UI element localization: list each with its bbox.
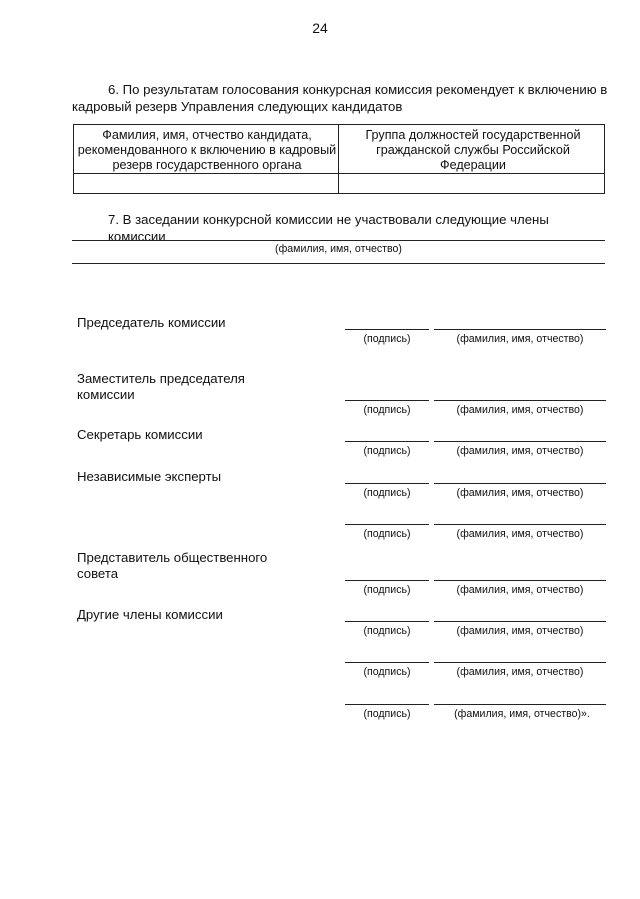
signature-line — [345, 441, 429, 442]
name-line — [434, 329, 606, 330]
signature-caption: (подпись) — [363, 404, 411, 416]
table-column-divider — [338, 125, 339, 193]
signature-caption: (подпись) — [363, 584, 411, 596]
table-header-candidate-name: Фамилия, имя, отчество кандидата, рекомендованного к включению в кадровый резерв государственного органа — [77, 128, 337, 172]
deputy-chairman-label: Заместитель председателя комиссии — [77, 371, 245, 402]
signature-line — [345, 662, 429, 663]
signature-line — [345, 621, 429, 622]
name-line — [434, 580, 606, 581]
page-number: 24 — [312, 20, 328, 36]
absent-members-line — [72, 240, 605, 241]
signature-caption: (подпись) — [363, 625, 411, 637]
name-caption: (фамилия, имя, отчество) — [456, 445, 584, 457]
signature-caption: (подпись) — [363, 666, 411, 678]
public-council-representative-label: Представитель общественного совета — [77, 550, 268, 581]
name-caption: (фамилия, имя, отчество) — [456, 528, 584, 540]
name-line — [434, 441, 606, 442]
candidates-table — [73, 124, 605, 194]
secretary-label: Секретарь комиссии — [77, 427, 203, 442]
signature-line — [345, 704, 429, 705]
absent-members-line-2 — [72, 263, 605, 264]
signature-line — [345, 580, 429, 581]
name-line — [434, 524, 606, 525]
name-line — [434, 621, 606, 622]
name-caption: (фамилия, имя, отчество) — [456, 404, 584, 416]
section-7-text: 7. В заседании конкурсной комиссии не участвовали следующие члены комиссии — [108, 212, 549, 244]
name-line — [434, 662, 606, 663]
section-6-text: 6. По результатам голосования конкурсная комиссия рекомендует к включению в кадровый резерв Управления следующих кандидатов — [72, 82, 608, 114]
chairman-label: Председатель комиссии — [77, 315, 226, 330]
name-line — [434, 704, 606, 705]
name-caption: (фамилия, имя, отчество) — [456, 584, 584, 596]
name-caption-final: (фамилия, имя, отчество)». — [454, 708, 590, 720]
signature-line — [345, 400, 429, 401]
signature-caption: (подпись) — [363, 333, 411, 345]
signature-line — [345, 524, 429, 525]
absent-members-caption: (фамилия, имя, отчество) — [275, 243, 402, 255]
name-caption: (фамилия, имя, отчество) — [456, 666, 584, 678]
signature-line — [345, 329, 429, 330]
other-members-label: Другие члены комиссии — [77, 607, 223, 622]
table-header-position-group: Группа должностей государственной гражданской службы Российской Федерации — [365, 128, 581, 172]
signature-caption: (подпись) — [363, 487, 411, 499]
signature-line — [345, 483, 429, 484]
name-caption: (фамилия, имя, отчество) — [456, 625, 584, 637]
signature-caption: (подпись) — [363, 528, 411, 540]
name-caption: (фамилия, имя, отчество) — [456, 333, 584, 345]
table-row-divider — [74, 173, 604, 174]
name-caption: (фамилия, имя, отчество) — [456, 487, 584, 499]
independent-experts-label: Независимые эксперты — [77, 469, 222, 484]
name-line — [434, 483, 606, 484]
signature-caption: (подпись) — [363, 445, 411, 457]
signature-caption: (подпись) — [363, 708, 411, 720]
name-line — [434, 400, 606, 401]
